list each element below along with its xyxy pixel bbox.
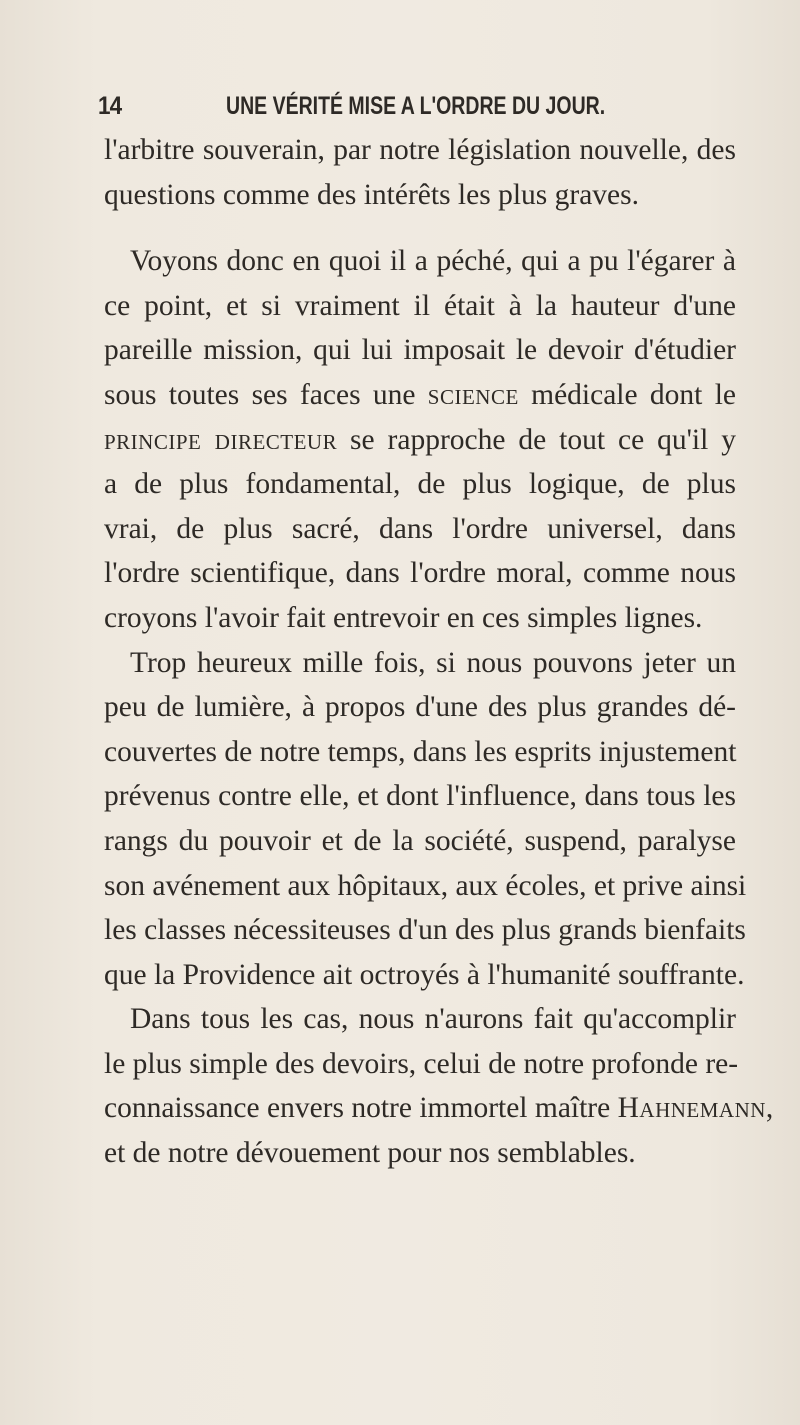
text-line: que la Providence ait octroyés à l'humanité souffrante.	[104, 958, 745, 991]
text-line: l'ordre scientifique, dans l'ordre moral, comme nous	[104, 557, 736, 590]
running-head	[98, 92, 743, 126]
text-segment: ,	[765, 1092, 774, 1125]
text-line: son avénement aux hôpitaux, aux écoles, et prive ainsi	[104, 869, 747, 902]
text-line: prévenus contre elle, et dont l'influence, dans tous les	[104, 780, 736, 813]
text-line: et de notre dévouement pour nos semblables.	[104, 1137, 636, 1170]
text-line: le plus simple des devoirs, celui de notre profonde re-	[104, 1047, 739, 1080]
paragraph-3	[104, 641, 747, 998]
paragraph-gap	[104, 217, 736, 239]
text-line: Voyons donc en quoi il a péché, qui a pu l'égarer à	[130, 245, 736, 278]
running-title: UNE VÉRITÉ MISE A L'ORDRE DU JOUR.	[226, 92, 606, 120]
text-line: l'arbitre souverain, par notre législation nouvelle, des	[104, 134, 736, 166]
text-segment: sous toutes ses faces une	[104, 378, 428, 411]
text-line: ce point, et si vraiment il était à la hauteur d'une	[104, 289, 736, 322]
text-line: Trop heureux mille fois, si nous pouvons jeter un	[130, 646, 736, 679]
text-line: croyons l'avoir fait entrevoir en ces simples lignes.	[104, 601, 703, 634]
small-caps-name: Hahnemann	[617, 1092, 766, 1125]
text-line: Dans tous les cas, nous n'aurons fait qu'accomplir	[130, 1003, 736, 1036]
text-line: peu de lumière, à propos d'une des plus grandes dé-	[104, 691, 736, 724]
text-line: rangs du pouvoir et de la société, suspend, paralyse	[104, 824, 736, 857]
text-segment: médicale dont le	[518, 378, 736, 411]
text-line: vrai, de plus sacré, dans l'ordre universel, dans	[104, 512, 736, 545]
paragraph-4	[104, 997, 774, 1175]
text-line: couvertes de notre temps, dans les esprits injustement	[104, 735, 737, 768]
text-line: questions comme des intérêts les plus graves.	[104, 178, 639, 211]
small-caps-term: principe directeur	[104, 423, 338, 456]
body-text	[104, 128, 774, 1176]
small-caps-term: science	[427, 378, 519, 411]
text-line	[104, 373, 736, 418]
text-line: a de plus fondamental, de plus logique, de plus	[104, 468, 736, 501]
text-segment: connaissance envers notre immortel maître	[104, 1092, 618, 1125]
text-line	[104, 1086, 774, 1131]
text-line	[104, 418, 736, 463]
page-number: 14	[98, 92, 122, 120]
text-segment: se rapproche de tout ce qu'il y	[337, 423, 736, 456]
paragraph-1	[104, 128, 736, 217]
text-line: les classes nécessiteuses d'un des plus grands bienfaits	[104, 914, 746, 947]
paragraph-2	[104, 239, 736, 640]
text-line: pareille mission, qui lui imposait le devoir d'étudier	[104, 334, 736, 367]
